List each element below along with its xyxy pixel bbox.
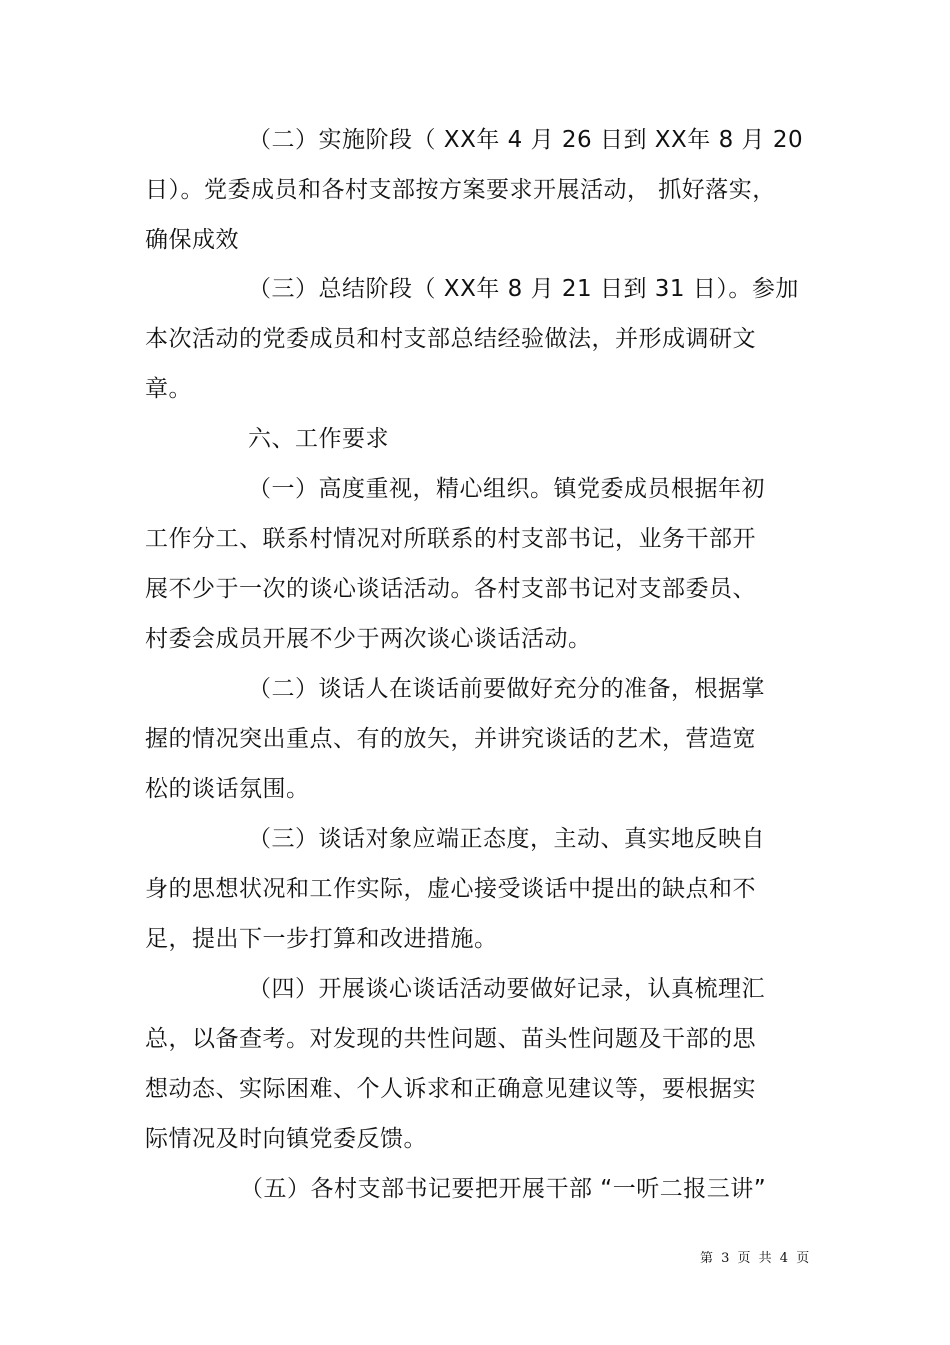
text-line: （五）各村支部书记要把开展干部 “一听二报三讲”: [240, 1176, 767, 1202]
text-line: 日）。党委成员和各村支部按方案要求开展活动， 抓好落实，: [145, 177, 776, 203]
text-line: 本次活动的党委成员和村支部总结经验做法，并形成调研文: [145, 326, 756, 352]
text-line: 松的谈话氛围。: [145, 776, 310, 802]
text-line: 展不少于一次的谈心谈话活动。各村支部书记对支部委员、: [145, 576, 756, 602]
text-line: （三）谈话对象应端正态度，主动、真实地反映自: [248, 826, 765, 852]
text-line: （三）总结阶段（ XX年 8 月 21 日到 31 日）。参加: [248, 276, 799, 302]
text-line: （一）高度重视，精心组织。镇党委成员根据年初: [248, 476, 765, 502]
text-line: 总，以备查考。对发现的共性问题、苗头性问题及干部的思: [145, 1026, 756, 1052]
text-line: 确保成效: [145, 227, 239, 253]
text-line: 工作分工、联系村情况对所联系的村支部书记，业务干部开: [145, 526, 756, 552]
text-line: （二）谈话人在谈话前要做好充分的准备，根据掌: [248, 676, 765, 702]
section-heading: 六、工作要求: [248, 426, 389, 452]
page-number-footer: 第 3 页 共 4 页: [700, 1251, 812, 1266]
text-line: 身的思想状况和工作实际，虚心接受谈话中提出的缺点和不: [145, 876, 756, 902]
text-line: 想动态、实际困难、个人诉求和正确意见建议等，要根据实: [145, 1076, 756, 1102]
text-line: 章。: [145, 376, 192, 402]
text-line: 际情况及时向镇党委反馈。: [145, 1126, 427, 1152]
text-line: （二）实施阶段（ XX年 4 月 26 日到 XX年 8 月 20: [248, 127, 804, 153]
text-line: 村委会成员开展不少于两次谈心谈话活动。: [145, 626, 592, 652]
text-line: 握的情况突出重点、有的放矢，并讲究谈话的艺术，营造宽: [145, 726, 756, 752]
text-line: （四）开展谈心谈话活动要做好记录，认真梳理汇: [248, 976, 765, 1002]
text-line: 足，提出下一步打算和改进措施。: [145, 926, 498, 952]
